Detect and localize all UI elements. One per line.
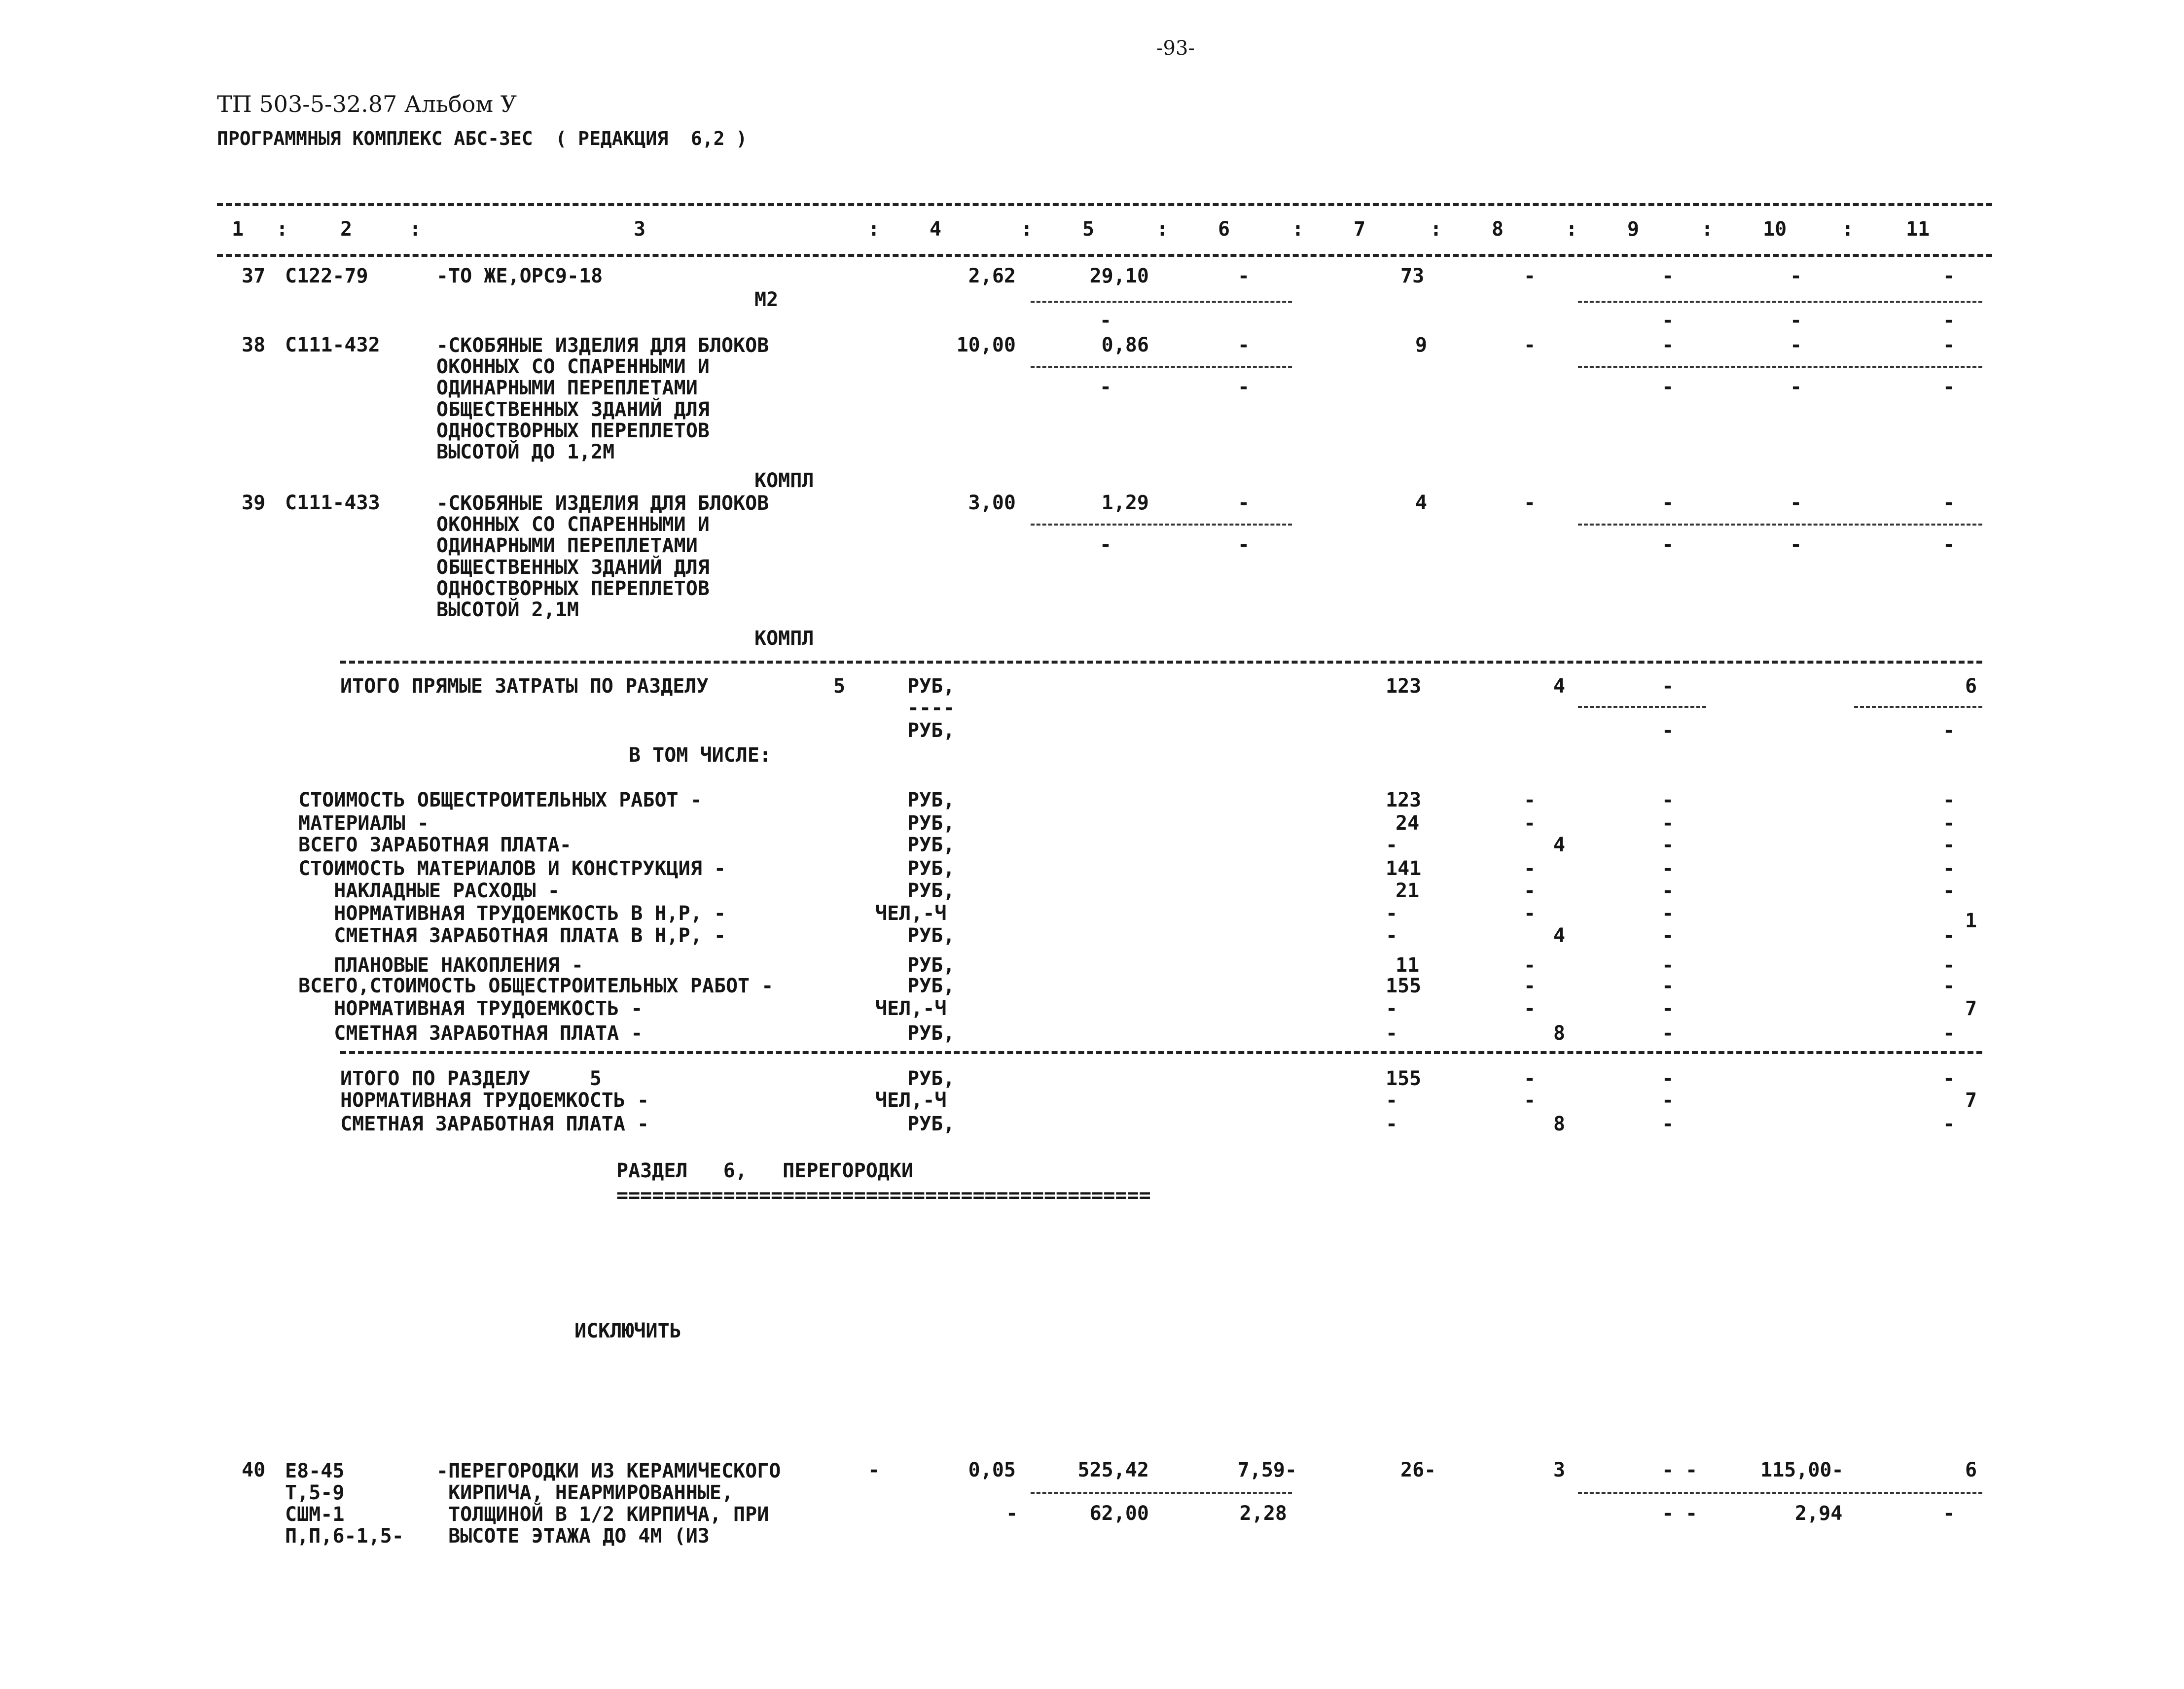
cell-col9: - — [1662, 675, 1674, 698]
itogo-direct-unit: РУБ, — [907, 675, 955, 698]
col-header: 10 — [1763, 218, 1787, 241]
row-number: 37 — [242, 265, 266, 287]
itogo-rule — [340, 661, 1982, 664]
cell-col8: - — [1524, 334, 1536, 356]
col-separator: : — [868, 218, 880, 241]
cell-col7: 123 — [1386, 675, 1422, 698]
col-header: 6 — [1218, 218, 1230, 241]
cell-col6: - — [1238, 492, 1250, 514]
cell-col10: 115,00- — [1760, 1459, 1844, 1481]
cell-col4: 10,00 — [956, 334, 1016, 356]
cell-col10: - — [1790, 334, 1802, 356]
col-header: 3 — [634, 218, 646, 241]
section-total-rule — [340, 1051, 1982, 1054]
cell-col5: 525,42 — [1077, 1459, 1149, 1481]
row-number: 38 — [242, 334, 266, 356]
itogo-direct-section: 5 — [833, 675, 846, 698]
cell-col5: 1,29 — [1101, 492, 1149, 514]
col-header: 7 — [1354, 218, 1366, 241]
cell-col7: 26- — [1400, 1459, 1436, 1481]
row-description: -СКОБЯНЫЕ ИЗДЕЛИЯ ДЛЯ БЛОКОВ ОКОННЫХ СО СПАРЕННЫМИ И ОДИНАРНЫМИ ПЕРЕПЛЕТАМИ ОБЩЕСТВЕННЫХ ЗДАНИЙ ДЛЯ ОДНОСТВОРНЫХ ПЕРЕПЛЕТОВ ВЫСОТОЙ 2,1М — [436, 492, 769, 621]
row-number: 39 — [242, 492, 266, 514]
cell-col7: 4 — [1415, 492, 1428, 514]
col-header: 2 — [340, 218, 353, 241]
cell-col9: - — [1662, 334, 1674, 356]
row-unit: КОМПЛ — [754, 627, 814, 650]
table-header-rule — [217, 254, 1992, 257]
col-separator: : — [1021, 218, 1033, 241]
itogo-direct-label: ИТОГО ПРЯМЫЕ ЗАТРАТЫ ПО РАЗДЕЛУ — [340, 675, 709, 698]
row-description: -СКОБЯНЫЕ ИЗДЕЛИЯ ДЛЯ БЛОКОВ ОКОННЫХ СО СПАРЕННЫМИ И ОДИНАРНЫМИ ПЕРЕПЛЕТАМИ ОБЩЕСТВЕННЫХ ЗДАНИЙ ДЛЯ ОДНОСТВОРНЫХ ПЕРЕПЛЕТОВ ВЫСОТОЙ ДО 1,2М — [436, 334, 769, 463]
cell-col8: - — [1524, 492, 1536, 514]
col-separator: : — [1566, 218, 1578, 241]
cell-col8: 3 — [1553, 1459, 1566, 1481]
col-header: 1 — [232, 218, 244, 241]
row-code: С111-432 — [285, 334, 380, 356]
row-unit: КОМПЛ — [754, 469, 814, 492]
col-separator: : — [1842, 218, 1854, 241]
v-tom-chisle: В ТОМ ЧИСЛЕ: — [629, 744, 771, 767]
cell-col6: - — [1238, 265, 1250, 287]
row-unit: М2 — [754, 288, 779, 311]
col-separator: : — [1701, 218, 1714, 241]
row-description: -ПЕРЕГОРОДКИ ИЗ КЕРАМИЧЕСКОГО КИРПИЧА, НЕАРМИРОВАННЫЕ, ТОЛЩИНОЙ В 1/2 КИРПИЧА, ПРИ ВЫСОТЕ ЭТАЖА ДО 4М (ИЗ — [436, 1460, 781, 1548]
cell-col9: - — [1662, 492, 1674, 514]
cell-col11: 6 — [1965, 675, 1977, 698]
cell-col6: - — [1238, 334, 1250, 356]
col-header: 5 — [1082, 218, 1095, 241]
cell-col6: 7,59- — [1237, 1459, 1297, 1481]
cell-col10: - — [1790, 492, 1802, 514]
row-description: -ТО ЖЕ,ОРС9-18 — [436, 265, 603, 287]
cell-col4: 3,00 — [968, 492, 1016, 514]
cell-col7: 9 — [1415, 334, 1428, 356]
section-header: РАЗДЕЛ 6, ПЕРЕГОРОДКИ — [616, 1160, 914, 1182]
row-code: Е8-45 Т,5-9 СШМ-1 П,П,6-1,5- — [285, 1460, 404, 1548]
col-separator: : — [276, 218, 288, 241]
cell-col5: 0,86 — [1101, 334, 1149, 356]
col-separator: : — [1292, 218, 1304, 241]
col-header: 11 — [1906, 218, 1930, 241]
col-header: 8 — [1492, 218, 1504, 241]
exclude-label: ИСКЛЮЧИТЬ — [574, 1320, 681, 1342]
cell-col11: - — [1943, 334, 1955, 356]
cell-col7: 73 — [1400, 265, 1425, 287]
document-code: ТП 503-5-32.87 Альбом У — [217, 91, 517, 117]
page-number: -93- — [1156, 37, 1195, 60]
col-header: 4 — [930, 218, 942, 241]
cell-col11: - — [1943, 492, 1955, 514]
section-rule: ============================================= — [616, 1184, 1151, 1207]
cell-col9: - — [1662, 265, 1674, 287]
cell-col11: 6 — [1965, 1459, 1977, 1481]
cell-col8: - — [1524, 265, 1536, 287]
table-top-rule — [217, 203, 1992, 206]
col-separator: : — [1156, 218, 1169, 241]
col-separator: : — [409, 218, 422, 241]
cell-col4: 2,62 — [968, 265, 1016, 287]
col-header: 9 — [1627, 218, 1640, 241]
program-line: ПРОГРАММНЫЯ КОМПЛЕКС АБС-ЗЕС ( РЕДАКЦИЯ 6,2 ) — [217, 128, 748, 149]
cell-col5: 29,10 — [1089, 265, 1149, 287]
cell-col8: 4 — [1553, 675, 1566, 698]
col-separator: : — [1430, 218, 1442, 241]
cell-col9: - - — [1662, 1459, 1698, 1481]
cell-col11: - — [1943, 265, 1955, 287]
cell-col10: - — [1790, 265, 1802, 287]
row-number: 40 — [242, 1459, 266, 1481]
row-code: С122-79 — [285, 265, 368, 287]
cell-col4: 0,05 — [968, 1459, 1016, 1481]
row-code: С111-433 — [285, 492, 380, 514]
